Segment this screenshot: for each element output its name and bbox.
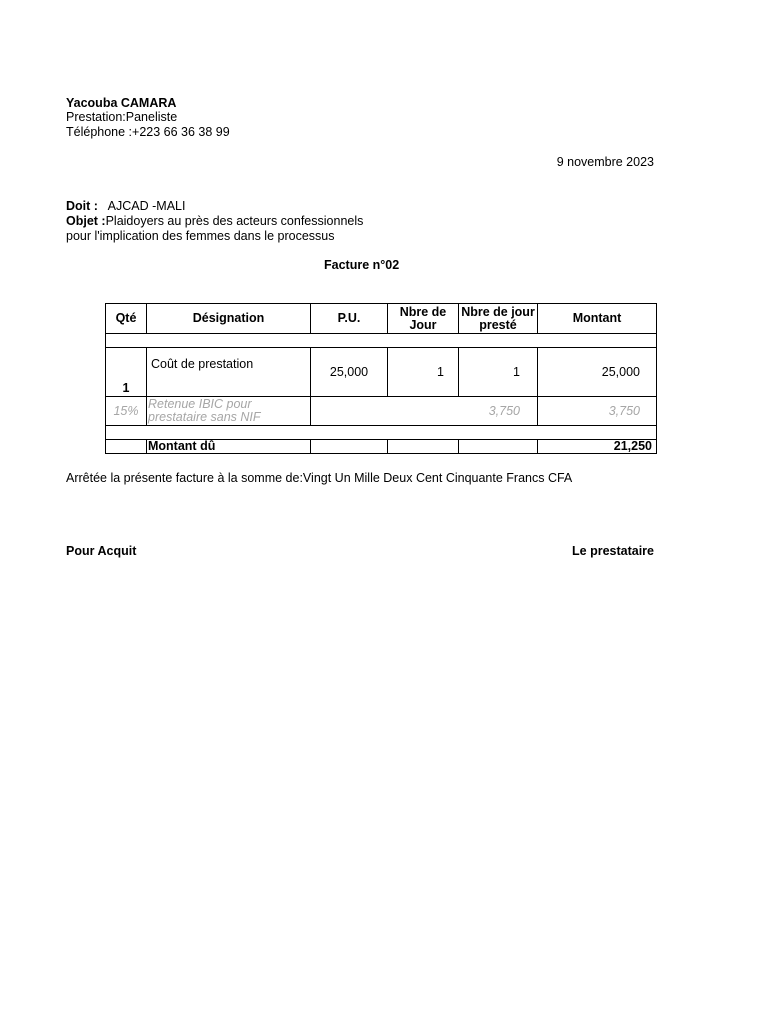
retenue-row [106,397,657,426]
row-pu: 25,000 [311,348,388,397]
spacer-row [106,334,657,348]
header-nbre-jour: Nbre de Jour [388,304,459,334]
arretee-text: Arrêtée la présente facture à la somme de:Vingt Un Mille Deux Cent Cinquante Francs CFA [66,471,573,485]
spacer-row [106,426,657,440]
le-prestataire: Le prestataire [572,544,654,558]
sender-prestation: Prestation:Paneliste [66,110,178,124]
invoice-date: 9 novembre 2023 [556,155,654,169]
retenue-label: Retenue IBIC pour prestataire sans NIF [147,397,311,426]
header-jour-preste: Nbre de jour presté [459,304,538,334]
header-designation: Désignation [147,304,311,334]
objet-line2: pour l'implication des femmes dans le processus [66,229,335,243]
pour-acquit: Pour Acquit [66,544,137,558]
invoice-title: Facture n°02 [324,258,400,272]
table-row [106,348,657,397]
doit-line [66,199,185,214]
objet-label: Objet : [66,214,106,228]
table-header-row [106,304,657,334]
total-value: 21,250 [538,440,657,454]
objet-line1: Plaidoyers au près des acteurs confessionnels [105,214,364,228]
row-designation: Coût de prestation [147,348,311,397]
row-qte: 1 [106,348,147,397]
total-row [106,440,657,454]
sender-telephone: Téléphone :+223 66 36 38 99 [66,125,230,139]
retenue-rate: 15% [106,397,147,426]
retenue-amount: 3,750 [311,397,538,426]
sender-name: Yacouba CAMARA [66,96,177,110]
doit-label: Doit : [66,199,98,213]
header-pu: P.U. [311,304,388,334]
row-nbre-jour: 1 [388,348,459,397]
row-montant: 25,000 [538,348,657,397]
objet-line [66,214,363,229]
doit-value: AJCAD -MALI [107,199,186,213]
total-label: Montant dû [147,440,311,454]
invoice-table [105,303,657,454]
header-qte: Qté [106,304,147,334]
row-jour-preste: 1 [459,348,538,397]
retenue-montant: 3,750 [538,397,657,426]
header-montant: Montant [538,304,657,334]
